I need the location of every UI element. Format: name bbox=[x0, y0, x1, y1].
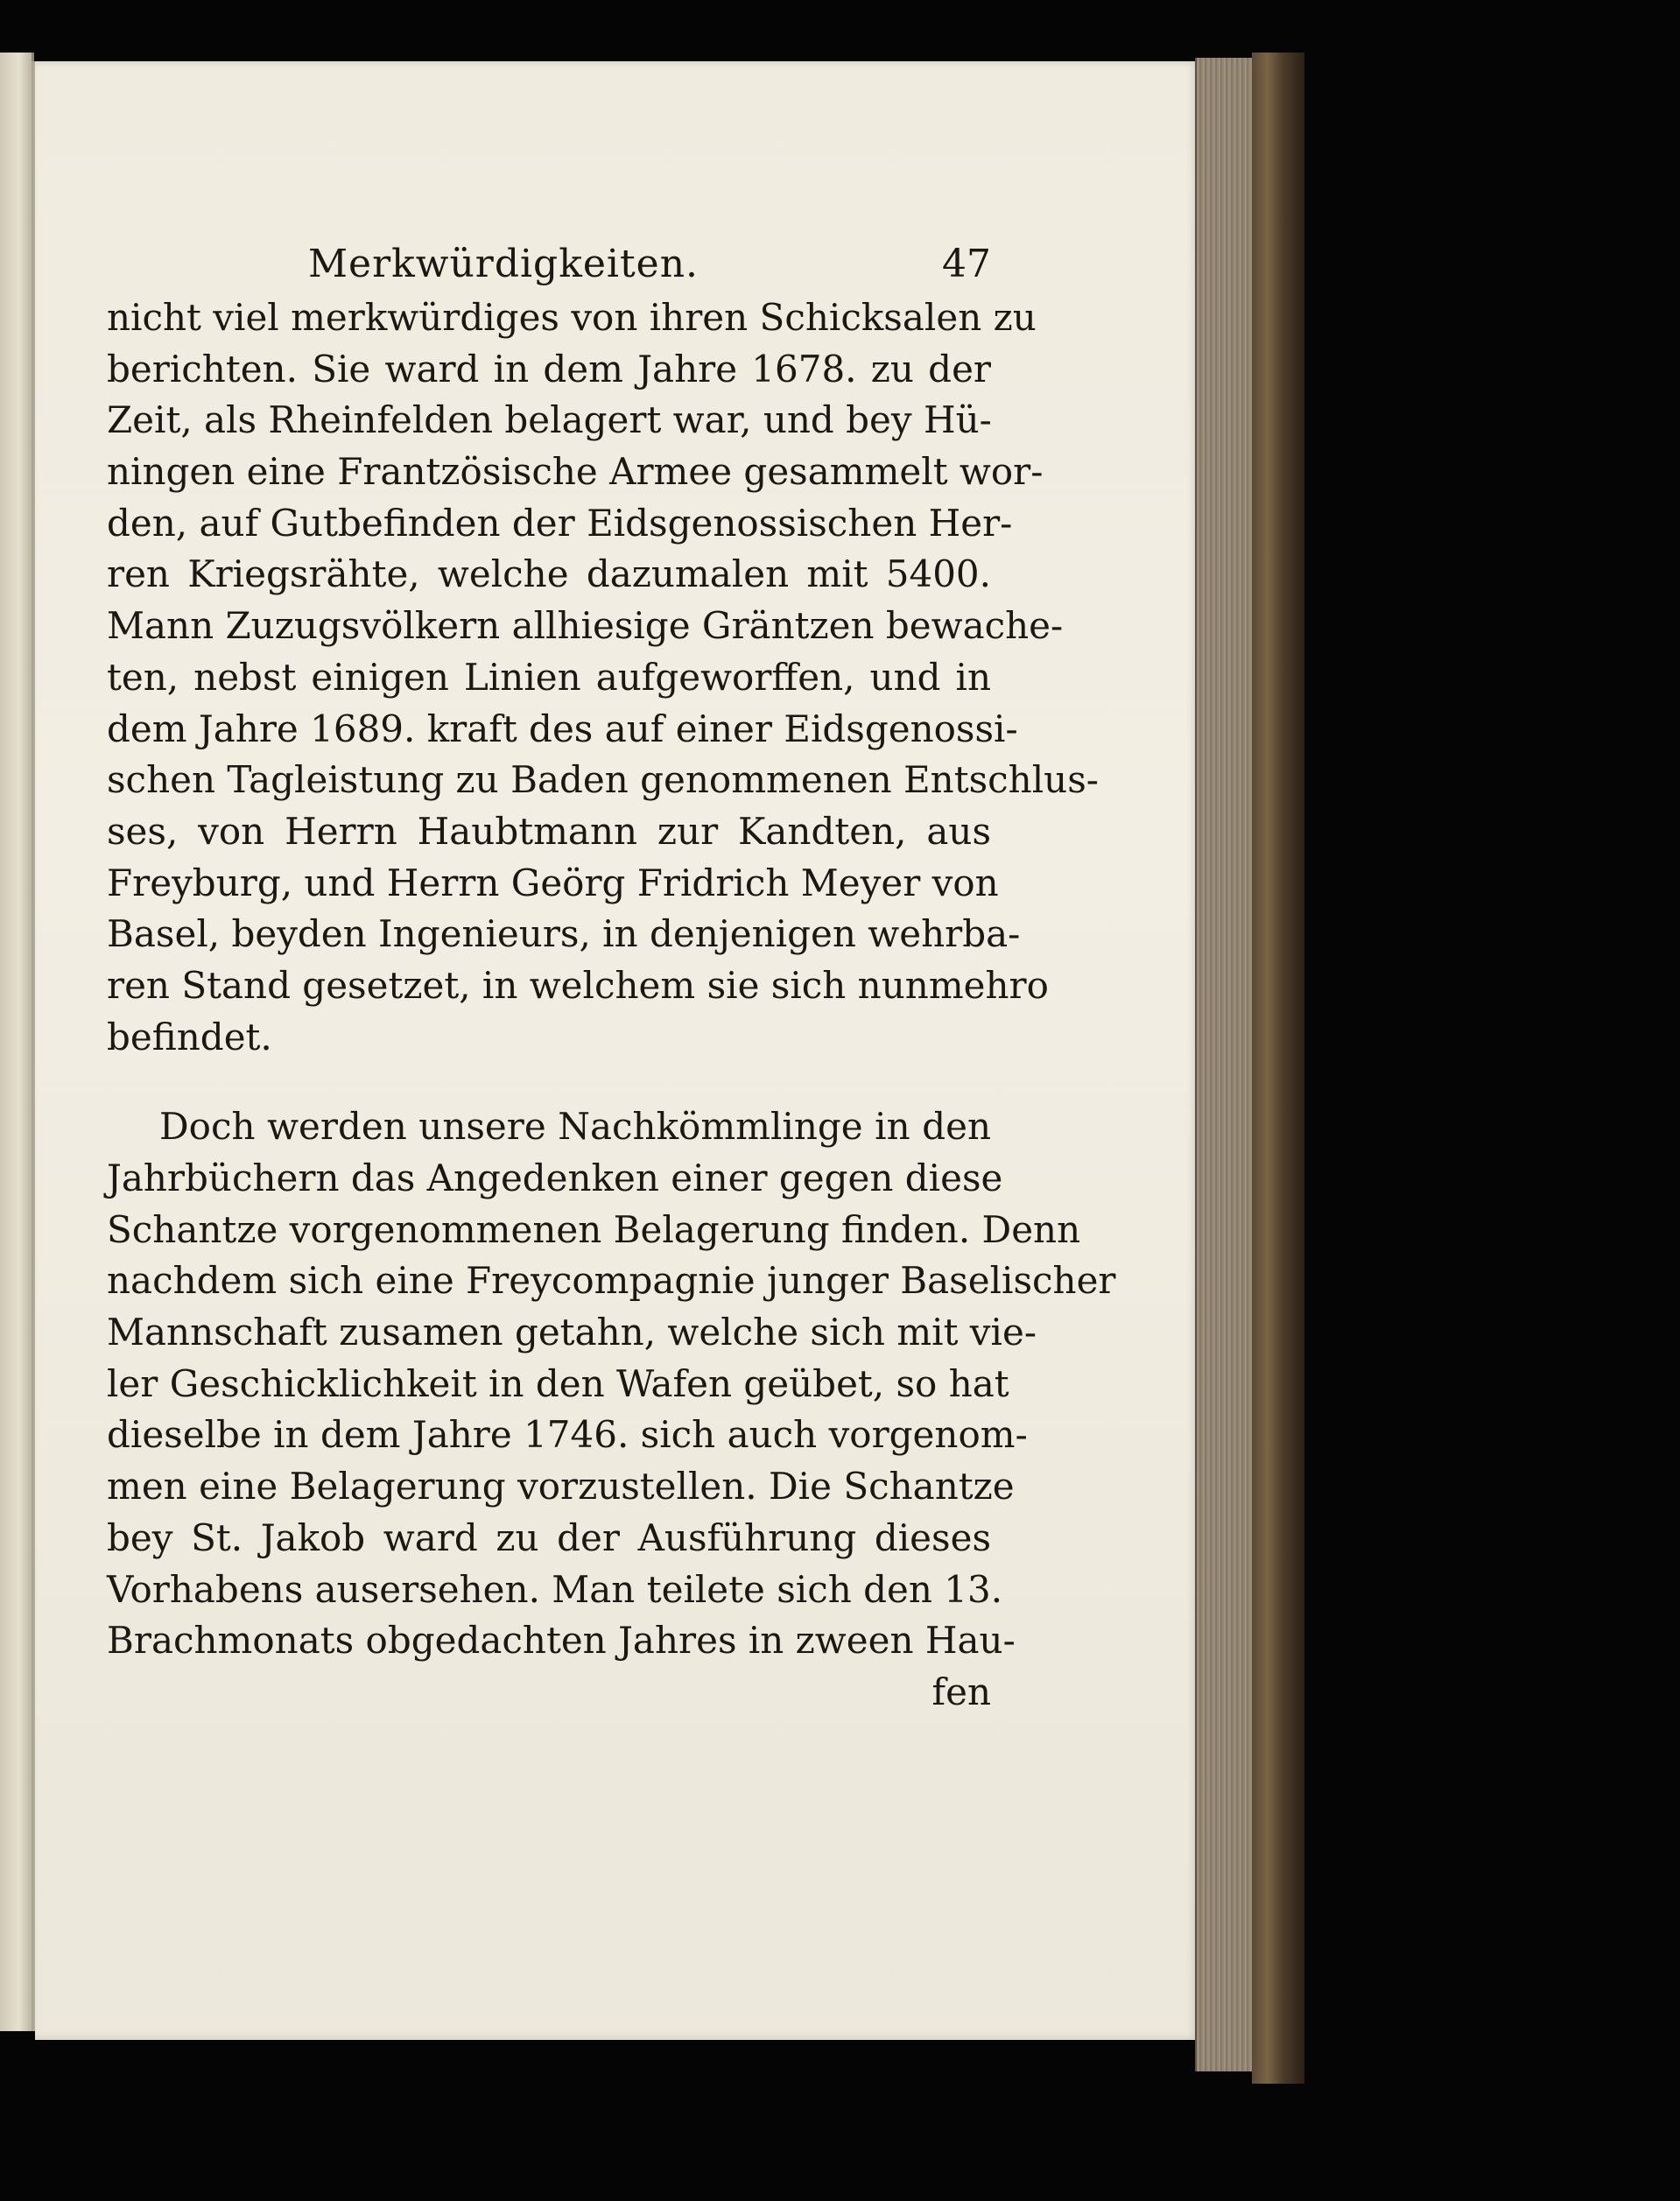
paragraph-gap bbox=[107, 1063, 991, 1101]
text-line: befindet. bbox=[107, 1015, 272, 1058]
paragraph-2 bbox=[107, 1101, 1116, 1718]
text-line: Basel, beyden Ingenieurs, in denjenigen wehrba- bbox=[107, 912, 1021, 956]
text-line: Jahrbüchern das Angedenken einer gegen diese bbox=[107, 1157, 1003, 1199]
catchword: fen bbox=[931, 1670, 991, 1713]
text-line: Doch werden unsere Nachkömmlinge in den bbox=[159, 1105, 991, 1149]
text-line: Mannschaft zusamen getahn, welche sich mit vie- bbox=[107, 1311, 1037, 1354]
facing-page-edge bbox=[0, 53, 34, 2031]
text-line: ren Kriegsrähte, welche dazumalen mit 5400. bbox=[107, 552, 991, 596]
text-line: ses, von Herrn Haubtmann zur Kandten, aus bbox=[107, 809, 991, 853]
text-line: Mann Zuzugsvölkern allhiesige Gräntzen bewache- bbox=[107, 604, 1064, 648]
text-line: ten, nebst einigen Linien aufgeworffen, und in bbox=[107, 655, 991, 699]
text-line: bey St. Jakob ward zu der Ausführung dieses bbox=[107, 1515, 991, 1559]
text-line: dem Jahre 1689. kraft des auf einer Eidsgenossi- bbox=[107, 707, 1018, 750]
text-line: ren Stand gesetzet, in welchem sie sich nunmehro bbox=[107, 963, 1049, 1007]
text-line: nicht viel merkwürdiges von ihren Schicksalen zu bbox=[107, 296, 1037, 339]
text-line: den, auf Gutbefinden der Eidsgenossischen Her- bbox=[107, 501, 1013, 545]
text-line: berichten. Sie ward in dem Jahre 1678. zu der bbox=[107, 347, 991, 390]
text-line: schen Tagleistung zu Baden genommenen Entschlus- bbox=[107, 758, 1099, 802]
page-content bbox=[107, 236, 1116, 1719]
text-line: ler Geschicklichkeit in den Wafen geübet, so hat bbox=[107, 1361, 1009, 1405]
text-line: dieselbe in dem Jahre 1746. sich auch vorgenom- bbox=[107, 1413, 1028, 1457]
text-line: Vorhabens ausersehen. Man teilete sich den 13. bbox=[107, 1567, 1003, 1611]
running-head-title: Merkwürdigkeiten. bbox=[308, 242, 699, 286]
text-line: ningen eine Frantzösische Armee gesammelt wor- bbox=[107, 450, 1044, 494]
text-line: Schantze vorgenommenen Belagerung finden. Denn bbox=[107, 1207, 1081, 1251]
book-cover-edge bbox=[1252, 53, 1304, 2084]
text-line: Zeit, als Rheinfelden belagert war, und bey Hü- bbox=[107, 398, 992, 442]
page-number: 47 bbox=[942, 242, 991, 286]
text-line: Brachmonats obgedachten Jahres in zween Hau- bbox=[107, 1619, 1016, 1663]
running-head bbox=[107, 236, 991, 292]
paragraph-1 bbox=[107, 292, 1099, 1063]
text-line: nachdem sich eine Freycompagnie junger Baselischer bbox=[107, 1259, 1116, 1303]
text-line: Freyburg, und Herrn Geörg Fridrich Meyer von bbox=[107, 861, 999, 904]
text-line: men eine Belagerung vorzustellen. Die Schantze bbox=[107, 1465, 1015, 1508]
